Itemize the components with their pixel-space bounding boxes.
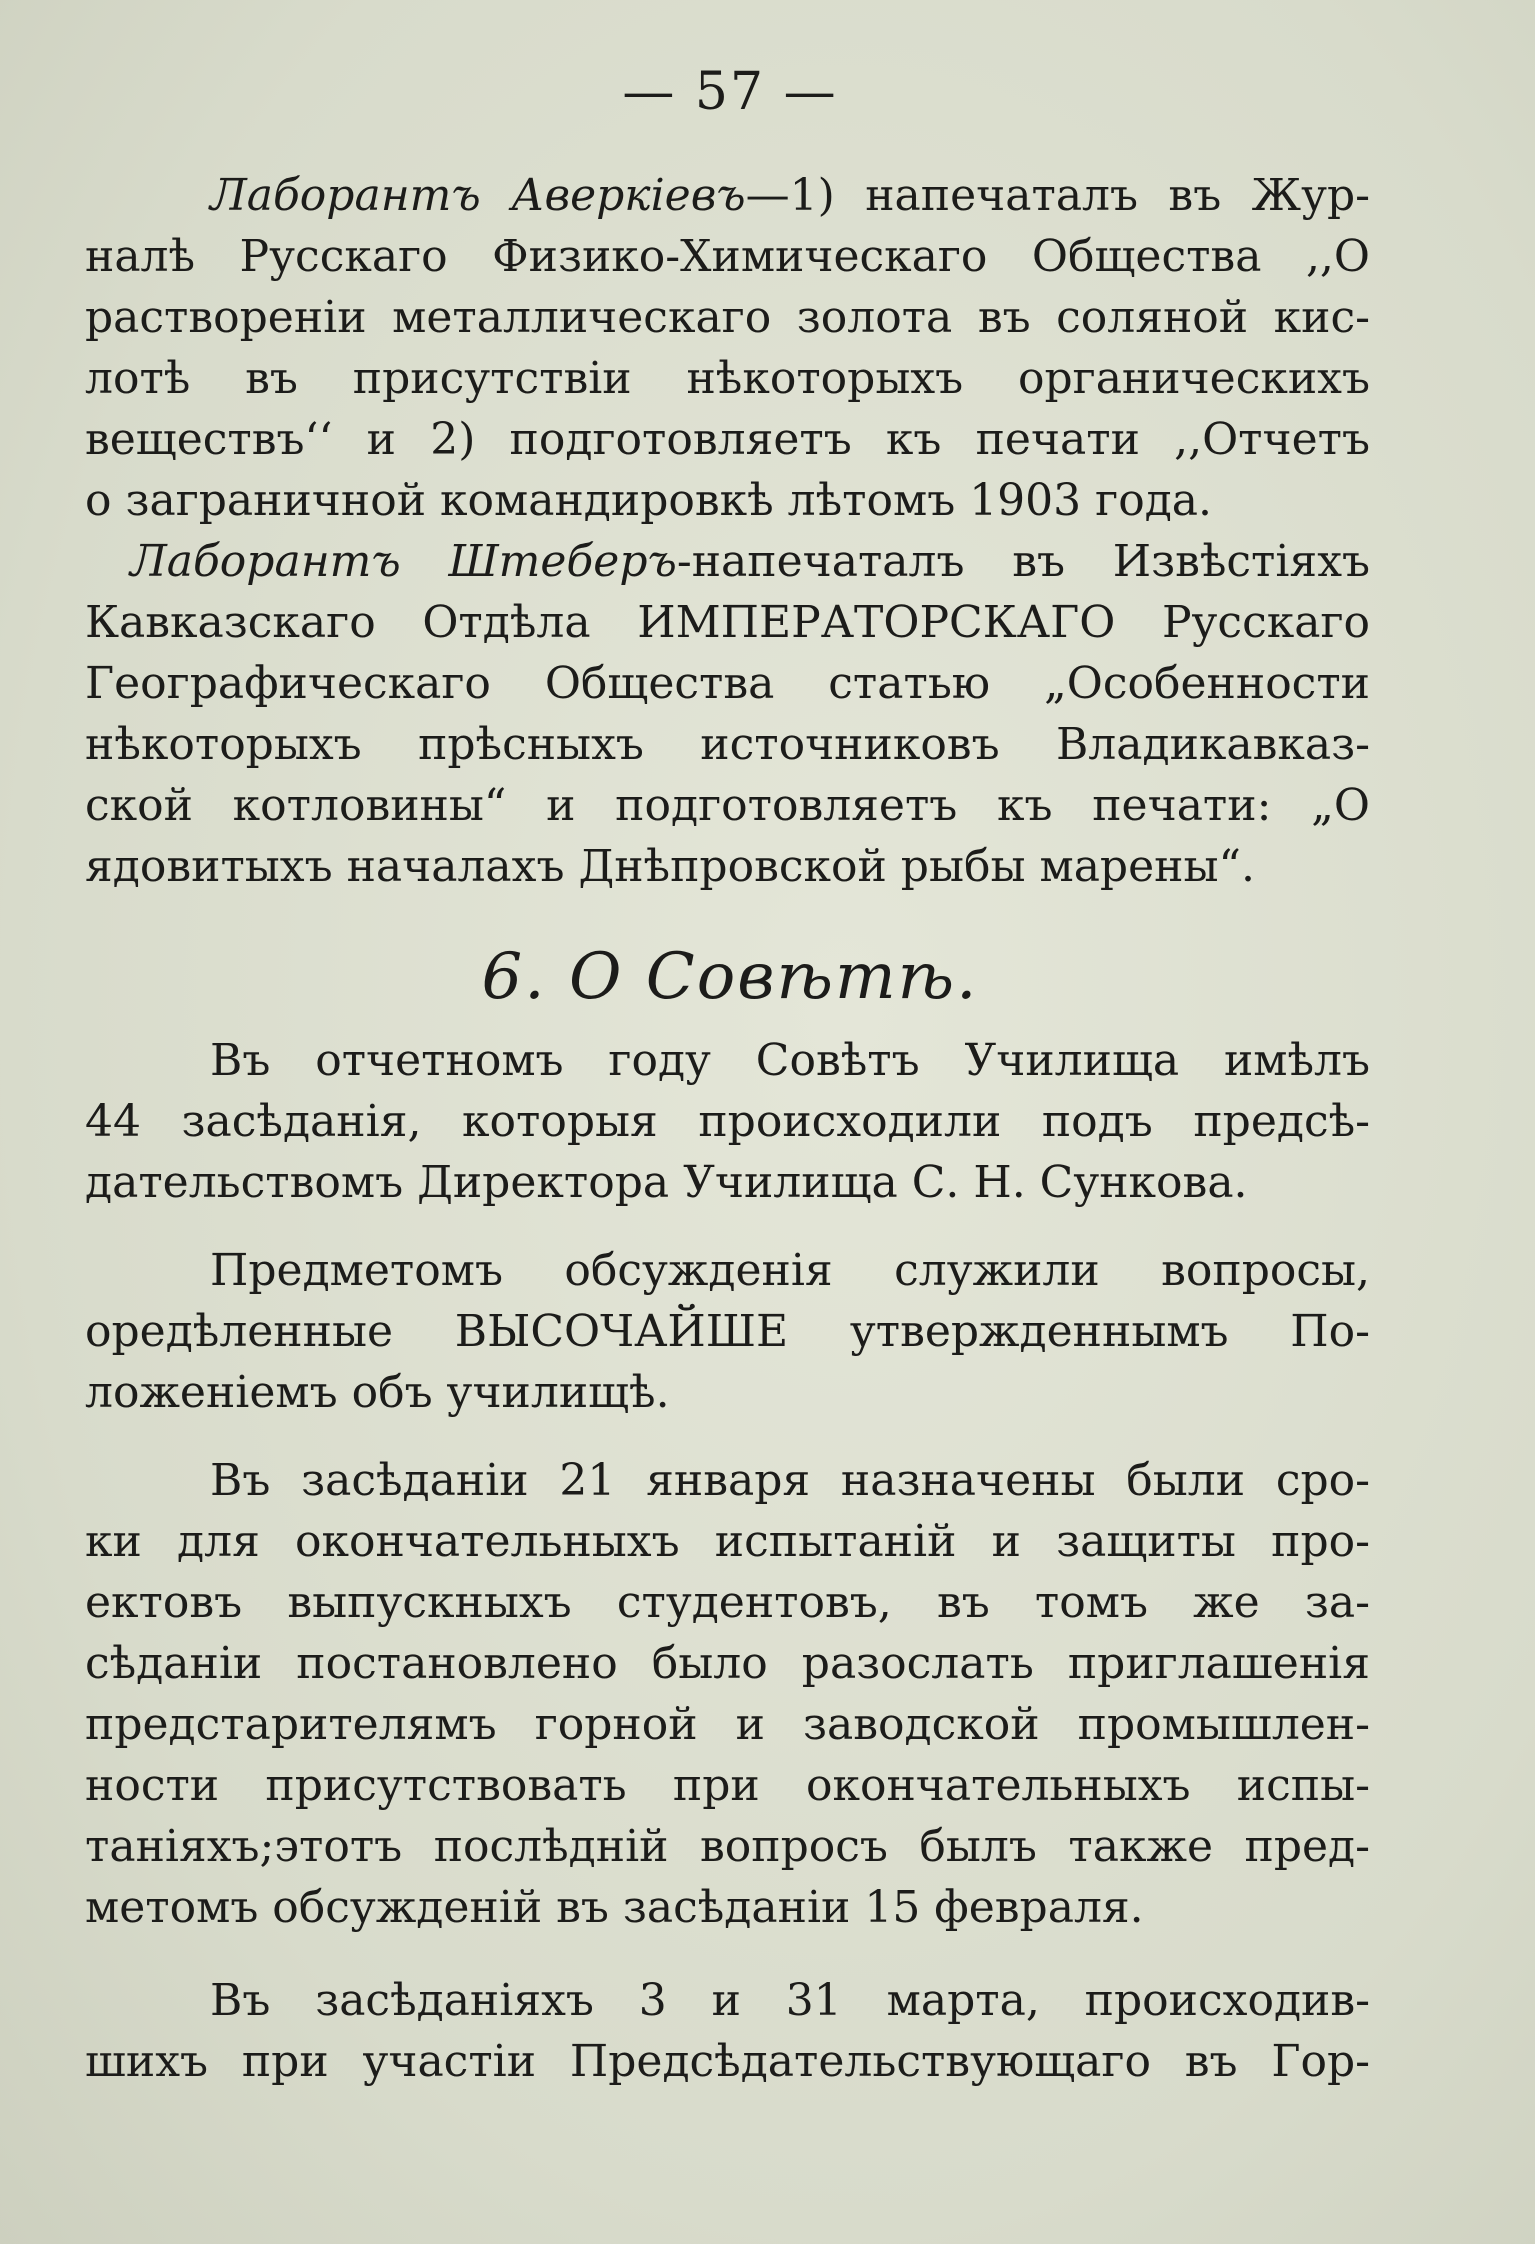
text-line: ки для окончательныхъ испытаній и защиты про-: [85, 1516, 1370, 1567]
paragraph-council: [85, 1030, 1370, 1213]
text-line: ности присутствовать при окончательныхъ испы-: [85, 1760, 1370, 1811]
paragraph-shteber: [85, 531, 1370, 897]
text-line: ложеніемъ объ училищѣ.: [85, 1367, 670, 1418]
text-line: Кавказскаго Отдѣла ИМПЕРАТОРСКАГО Русскаго: [85, 597, 1370, 648]
text-line: ской котловины“ и подготовляетъ къ печати: „О: [85, 780, 1370, 831]
text-line: Лаборантъ Штеберъ-напечаталъ въ Извѣстіяхъ: [130, 536, 1370, 587]
paragraph-march: [85, 1970, 1370, 2092]
text-line: таніяхъ;этотъ послѣдній вопросъ былъ также пред-: [85, 1821, 1370, 1872]
text-line: ядовитыхъ началахъ Днѣпровской рыбы марены“.: [85, 841, 1255, 892]
text-line: Въ засѣданіи 21 января назначены были сро-: [210, 1455, 1370, 1506]
text-line: о заграничной командировкѣ лѣтомъ 1903 года.: [85, 475, 1213, 526]
text-line: метомъ обсужденій въ засѣданіи 15 февраля.: [85, 1882, 1144, 1933]
text-line: дательствомъ Директора Училища С. Н. Сункова.: [85, 1157, 1248, 1208]
paragraph-january: [85, 1450, 1370, 1938]
text-line: сѣданіи постановлено было разослать приглашенія: [85, 1638, 1370, 1689]
text-line: Въ засѣданіяхъ 3 и 31 марта, происходив-: [210, 1975, 1370, 2026]
text-line: Въ отчетномъ году Совѣтъ Училища имѣлъ: [210, 1035, 1370, 1086]
text-line: нѣкоторыхъ прѣсныхъ источниковъ Владикавказ-: [85, 719, 1370, 770]
text-line: Лаборантъ Аверкіевъ—1) напечаталъ въ Жур-: [210, 170, 1370, 221]
page-number: — 57 —: [622, 62, 838, 122]
text-line: веществъ‘‘ и 2) подготовляетъ къ печати ,,Отчетъ: [85, 414, 1370, 465]
text-line: Предметомъ обсужденія служили вопросы,: [210, 1245, 1370, 1296]
text-line: раствореніи металлическаго золота въ соляной кис-: [85, 292, 1370, 343]
text-line: лотѣ въ присутствіи нѣкоторыхъ органическихъ: [85, 353, 1370, 404]
text-line: шихъ при участіи Предсѣдательствующаго въ Гор-: [85, 2036, 1370, 2087]
paragraph-subject: [85, 1240, 1370, 1423]
text-line: ектовъ выпускныхъ студентовъ, въ томъ же за-: [85, 1577, 1370, 1628]
text-line: оредѣленные ВЫСОЧАЙШЕ утвержденнымъ По-: [85, 1306, 1370, 1357]
text-line: налѣ Русскаго Физико-Химическаго Общества ,,О: [85, 231, 1370, 282]
text-line: предстарителямъ горной и заводской промышлен-: [85, 1699, 1370, 1750]
paragraph-averkiev: [85, 165, 1370, 531]
name-lead: Лаборантъ Аверкіевъ: [210, 170, 746, 221]
name-lead: Лаборантъ Штеберъ: [130, 536, 677, 587]
section-heading: 6. О Совѣтѣ.: [481, 940, 979, 1014]
text-line: 44 засѣданія, которыя происходили подъ предсѣ-: [85, 1096, 1370, 1147]
text-line: Географическаго Общества статью „Особенности: [85, 658, 1370, 709]
